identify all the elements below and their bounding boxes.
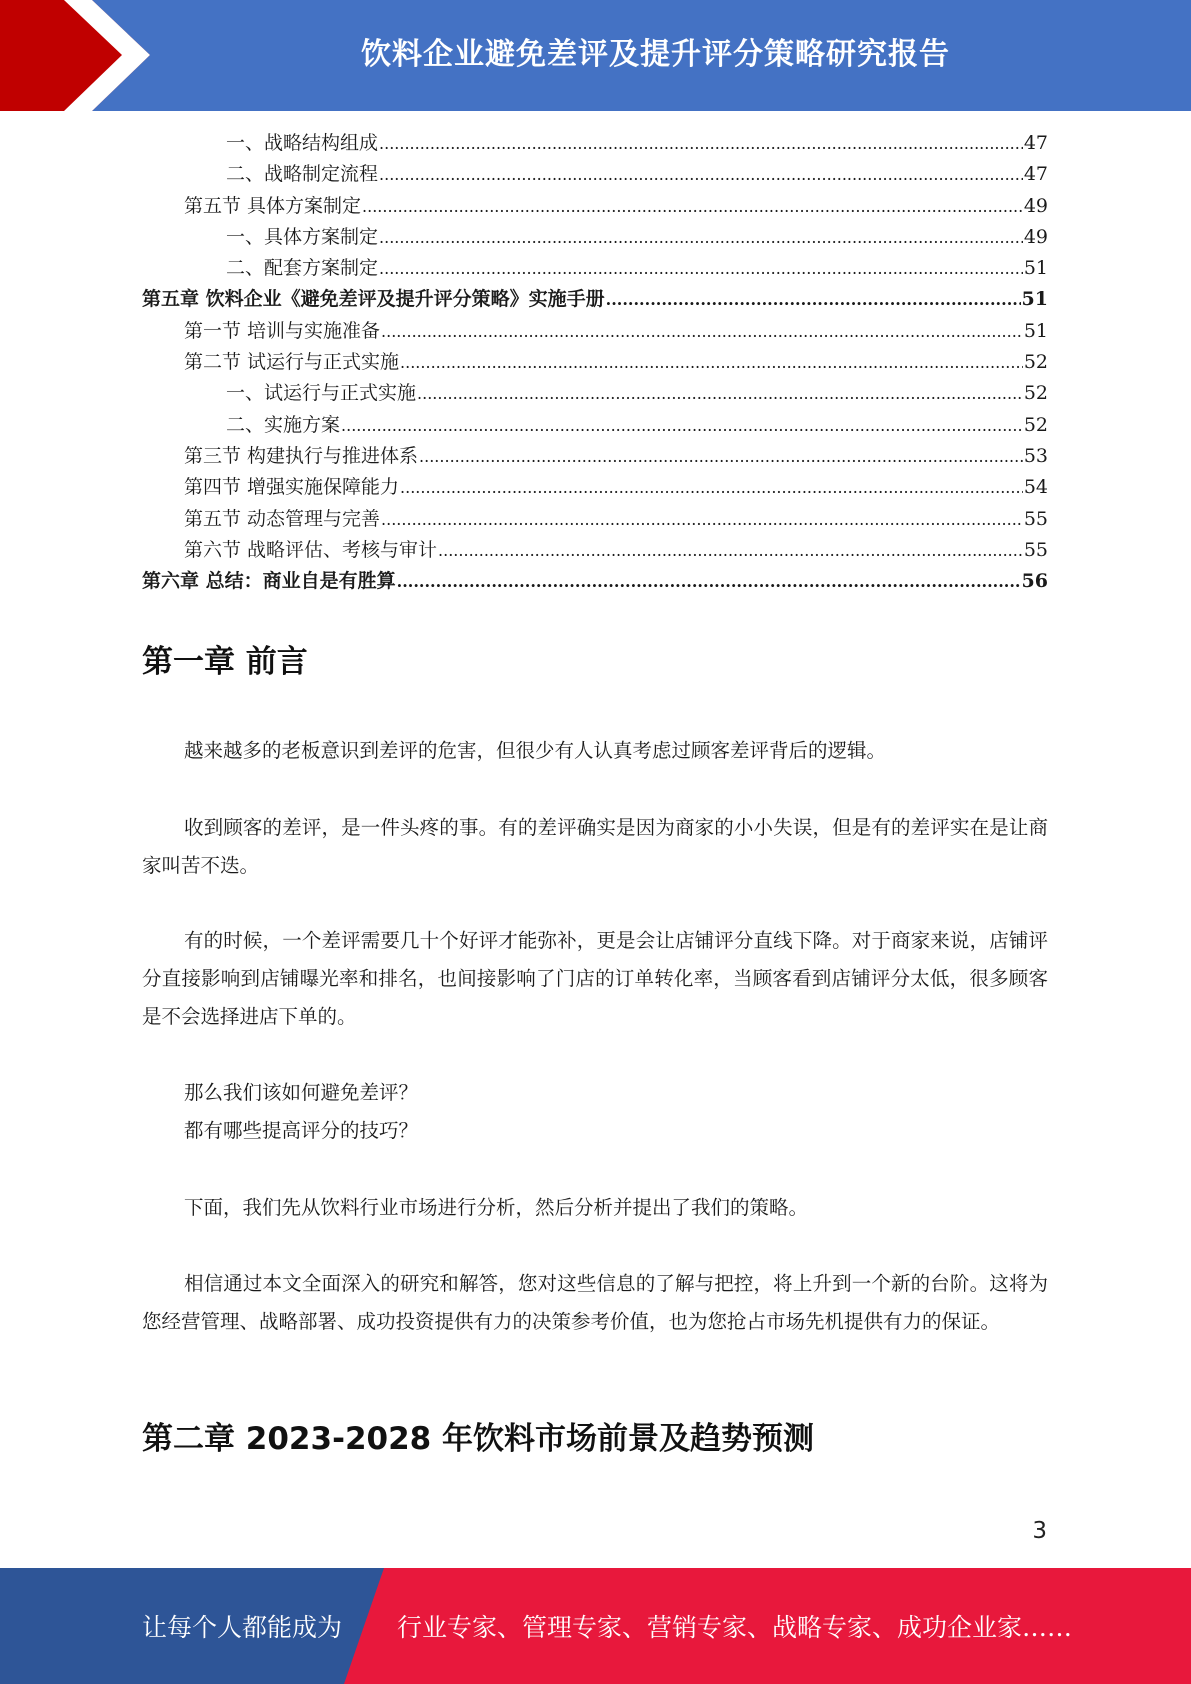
toc-entry-page: 53 (1023, 444, 1048, 467)
footer-slogan-right: 行业专家、管理专家、营销专家、战略专家、成功企业家…… (397, 1613, 1073, 1642)
toc-leader-dots (379, 128, 1023, 159)
body-paragraph: 有的时候，一个差评需要几十个好评才能弥补，更是会让店铺评分直线下降。对于商家来说，店铺评分直接影响到店铺曝光率和排名，也间接影响了门店的订单转化率，当顾客看到店铺评分太低，很多顾客是不会选择进店下单的。 (142, 929, 1048, 1028)
toc-entry[interactable] (142, 347, 1048, 378)
toc-entry-chapter[interactable] (142, 566, 1048, 597)
body-paragraph: 收到顾客的差评，是一件头疼的事。有的差评确实是因为商家的小小失误，但是有的差评实在是让商家叫苦不迭。 (142, 816, 1048, 877)
toc-entry-text: 第五节 具体方案制定 (184, 194, 362, 217)
toc-entry[interactable] (142, 472, 1048, 503)
toc-entry-text: 二、战略制定流程 (226, 163, 379, 186)
toc-entry[interactable] (142, 222, 1048, 253)
toc-entry-text: 第五章 饮料企业《避免差评及提升评分策略》实施手册 (142, 288, 605, 311)
toc-entry-page: 51 (1021, 288, 1048, 311)
body-paragraph: 相信通过本文全面深入的研究和解答，您对这些信息的了解与把控，将上升到一个新的台阶。这将为您经营管理、战略部署、成功投资提供有力的决策参考价值，也为您抢占市场先机提供有力的保证。 (142, 1272, 1048, 1333)
toc-leader-dots (379, 253, 1023, 284)
page-number: 3 (1032, 1518, 1047, 1544)
chapter-heading: 第二章 2023-2028 年饮料市场前景及趋势预测 (142, 1421, 815, 1457)
toc-entry-page: 47 (1023, 163, 1048, 186)
toc-entry-text: 一、战略结构组成 (226, 132, 379, 154)
toc-leader-dots (438, 535, 1023, 566)
toc-entry-text: 第四节 增强实施保障能力 (184, 476, 400, 499)
toc-entry-text: 第五节 动态管理与完善 (184, 507, 381, 530)
toc-entry-page: 56 (1021, 570, 1048, 593)
body-paragraph: 越来越多的老板意识到差评的危害，但很少有人认真考虑过顾客差评背后的逻辑。 (184, 739, 887, 762)
toc-leader-dots (400, 347, 1023, 378)
toc-entry-page: 52 (1023, 382, 1048, 405)
toc-leader-dots (400, 472, 1023, 503)
page-header (0, 0, 1191, 111)
toc-entry-page: 55 (1023, 538, 1048, 561)
toc-leader-dots (397, 566, 1021, 597)
toc-entry[interactable] (142, 410, 1048, 441)
toc-leader-dots (362, 191, 1023, 222)
toc-leader-dots (341, 410, 1023, 441)
toc-entry-text: 二、配套方案制定 (226, 257, 379, 280)
toc-entry-text: 二、实施方案 (226, 413, 341, 436)
toc-leader-dots (381, 316, 1023, 347)
toc-entry-page: 47 (1023, 132, 1048, 154)
toc-leader-dots (379, 222, 1023, 253)
page-footer (0, 1568, 1191, 1684)
body-paragraph: 下面，我们先从饮料行业市场进行分析，然后分析并提出了我们的策略。 (184, 1196, 809, 1219)
toc-entry-text: 一、试运行与正式实施 (226, 382, 417, 405)
toc-entry-page: 52 (1023, 351, 1048, 374)
body-paragraph: 那么我们该如何避免差评？ (184, 1081, 419, 1104)
toc-entry-page: 51 (1023, 257, 1048, 280)
toc-leader-dots (606, 284, 1021, 315)
table-of-contents (142, 128, 1048, 597)
toc-entry-text: 第三节 构建执行与推进体系 (184, 444, 419, 467)
toc-leader-dots (381, 504, 1023, 535)
toc-entry-text: 一、具体方案制定 (226, 225, 379, 248)
toc-leader-dots (379, 159, 1023, 190)
footer-slogan-left: 让每个人都能成为 (142, 1613, 343, 1642)
toc-entry-page: 54 (1023, 476, 1048, 499)
toc-entry[interactable] (142, 378, 1048, 409)
toc-entry-text: 第二节 试运行与正式实施 (184, 351, 400, 374)
toc-entry[interactable] (142, 316, 1048, 347)
toc-entry[interactable] (142, 128, 1048, 159)
toc-entry-page: 49 (1023, 194, 1048, 217)
chapter-heading: 第一章 前言 (142, 644, 308, 680)
toc-entry-page: 51 (1023, 319, 1048, 342)
toc-entry[interactable] (142, 504, 1048, 535)
toc-entry-chapter[interactable] (142, 284, 1048, 315)
toc-entry-page: 49 (1023, 225, 1048, 248)
header-title: 饮料企业避免差评及提升评分策略研究报告 (361, 36, 950, 72)
toc-leader-dots (417, 378, 1023, 409)
toc-entry-page: 55 (1023, 507, 1048, 530)
toc-leader-dots (419, 441, 1023, 472)
toc-entry[interactable] (142, 441, 1048, 472)
body-paragraph: 都有哪些提高评分的技巧？ (184, 1119, 419, 1142)
toc-entry-text: 第六章 总结：商业自是有胜算 (142, 570, 396, 593)
toc-entry-text: 第六节 战略评估、考核与审计 (184, 538, 438, 561)
toc-entry[interactable] (142, 191, 1048, 222)
toc-entry[interactable] (142, 535, 1048, 566)
toc-entry-page: 52 (1023, 413, 1048, 436)
toc-entry[interactable] (142, 159, 1048, 190)
toc-entry[interactable] (142, 253, 1048, 284)
header-chevron-decoration (0, 0, 160, 111)
toc-entry-text: 第一节 培训与实施准备 (184, 319, 381, 342)
